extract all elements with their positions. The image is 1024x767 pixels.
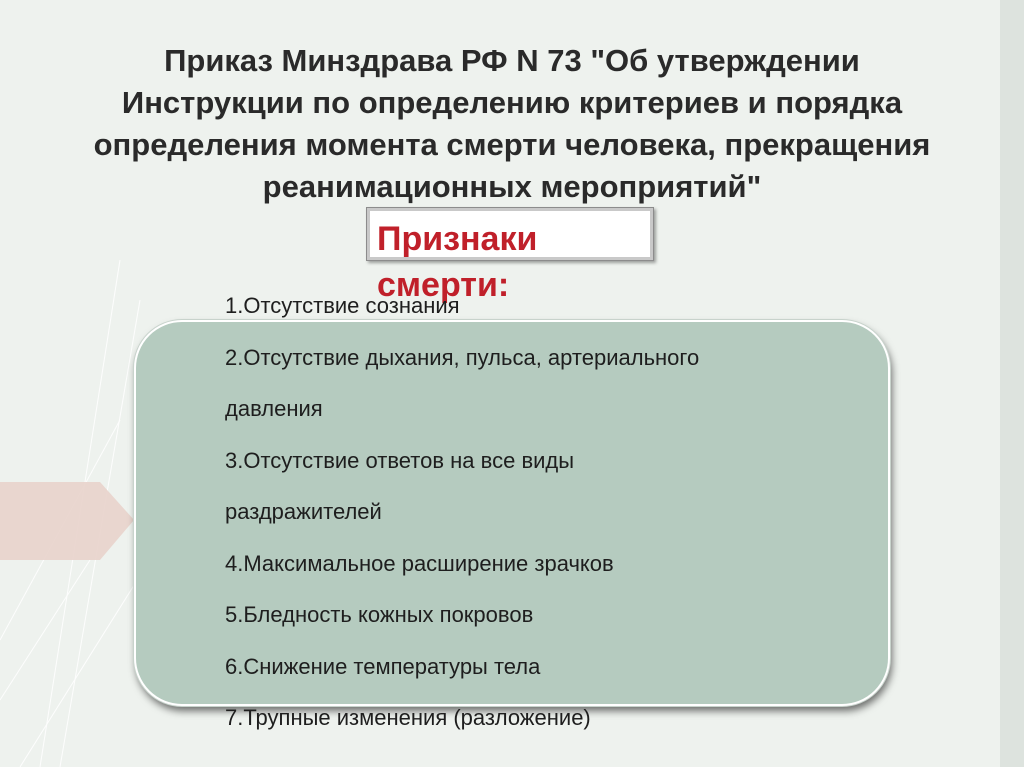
- list-item: 4.Максимальное расширение зрачков: [225, 550, 614, 576]
- list-item: раздражителей: [225, 499, 382, 524]
- list-item: давления: [225, 396, 323, 421]
- list-item: 6.Снижение температуры тела: [225, 653, 541, 679]
- left-arrow-shape: [0, 482, 134, 560]
- list-item: 7.Трупные изменения (разложение): [225, 705, 591, 730]
- list-item: 2.Отсутствие дыхания, пульса, артериального: [225, 344, 700, 370]
- signs-heading: Признаки смерти:: [377, 220, 538, 304]
- list-item: 5.Бледность кожных покровов: [225, 602, 534, 627]
- signs-heading-box: [366, 207, 654, 304]
- list-item: 1.Отсутствие сознания: [225, 293, 460, 318]
- list-item: 3.Отсутствие ответов на все виды: [225, 447, 575, 473]
- signs-list: [225, 280, 885, 744]
- right-edge-strip: [1000, 0, 1024, 767]
- slide-title: Приказ Минздрава РФ N 73 "Об утверждении Инструкции по определению критериев и порядка определения момента смерти человека, прекращения реанимационных мероприятий": [93, 43, 931, 204]
